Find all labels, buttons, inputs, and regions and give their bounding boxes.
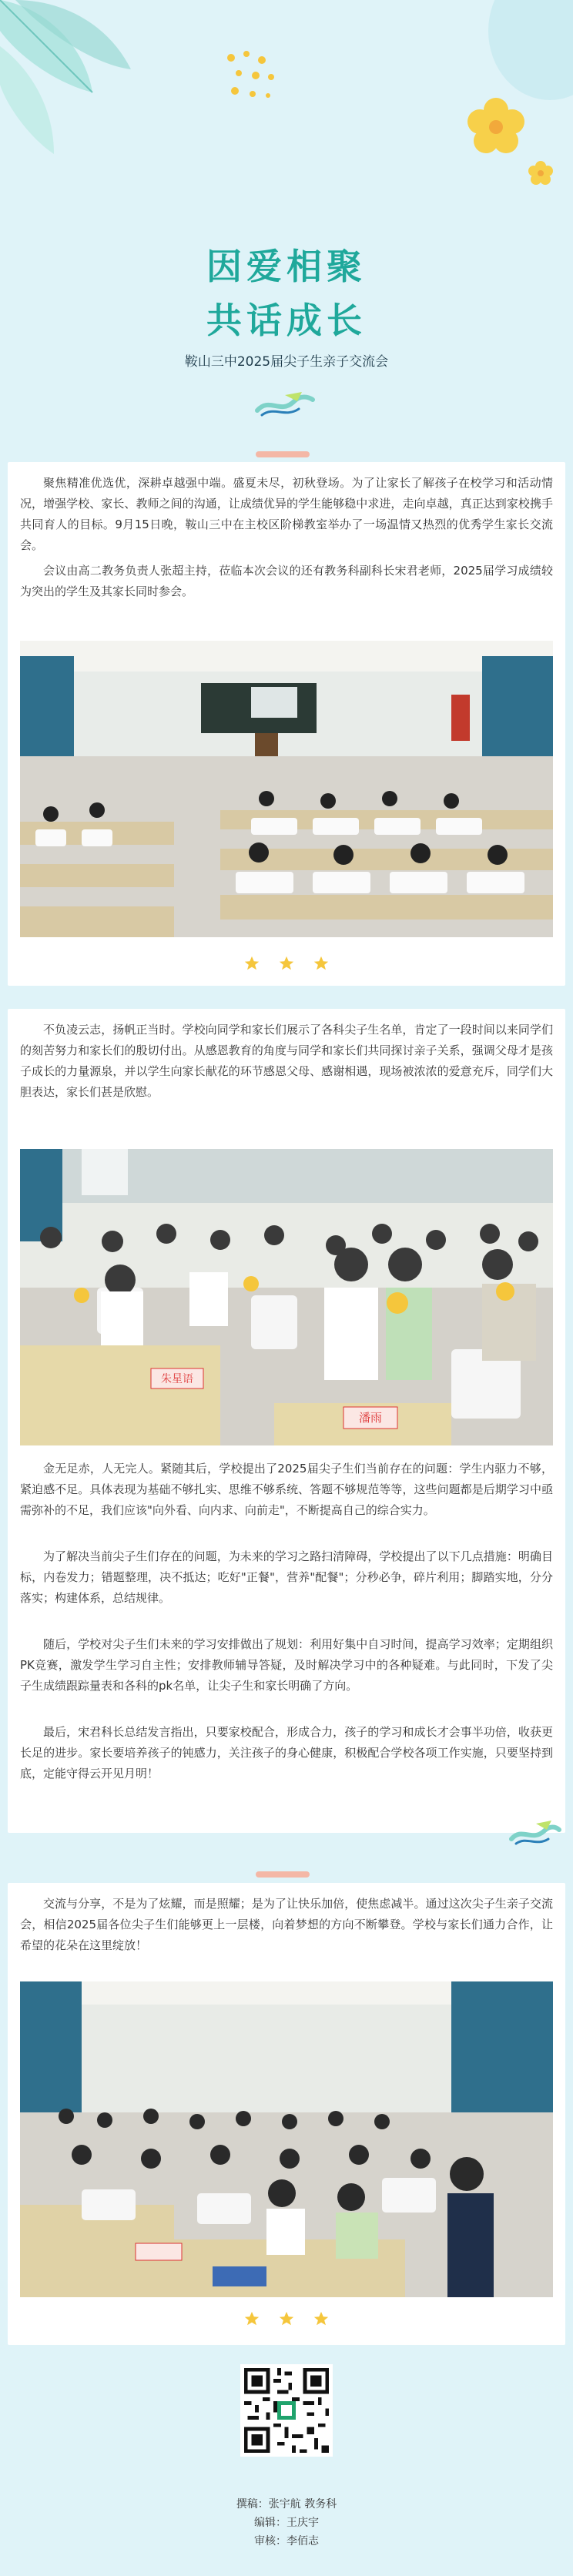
star-icon [278, 955, 295, 972]
leaf-decoration-icon [0, 0, 177, 177]
credit-reviewer: 审核：李佰志 [254, 2535, 319, 2548]
wave-decoration-icon [254, 389, 316, 420]
section-2-paragraph-3: 为了解决当前尖子生们存在的问题，为未来的学习之路扫清障碍，学校提出了以下几点措施：明确目标，内卷发力；错题整理，决不抵达；吃好"正餐"，营养"配餐"；分秒必争，碎片利用；脚踏实地，分分落实；构建体系，总结规律。 [20, 1549, 553, 1605]
students-flowers-photo [20, 1149, 553, 1445]
placard-2: 潘雨 [358, 1411, 383, 1425]
page-title-line2: 共话成长 [206, 300, 367, 341]
dots-decoration-icon [216, 46, 285, 116]
page-subtitle: 鞍山三中2025届尖子生亲子交流会 [184, 354, 389, 370]
tab-decoration [256, 1871, 310, 1878]
star-row [8, 2310, 565, 2330]
wave-decoration-icon [508, 1817, 562, 1848]
star-icon [243, 955, 260, 972]
section-1-paragraph-2: 会议由高二教务负责人张超主持，莅临本次会议的还有教务科副科长宋君老师，2025届学习成绩较为突出的学生及其家长同时参会。 [20, 564, 553, 598]
star-icon [313, 2310, 330, 2327]
credit-editor: 编辑：王庆宇 [254, 2517, 319, 2529]
credit-writer: 撰稿：张宇航 教务科 [236, 2498, 337, 2511]
section-3-card [8, 1883, 565, 2345]
header [0, 0, 573, 416]
section-1-paragraph-1: 聚焦精准优选优，深耕卓越强中端。盛夏未尽，初秋登场。为了让家长了解孩子在校学习和活动情况，增强学校、家长、教师之间的沟通，让成绩优异的学生能够稳中求进，走向卓越，真正达到家校携手共同育人的目标。9月15日晚，鞍山三中在主校区阶梯教室举办了一场温情又热烈的优秀学生家长交流会。 [20, 476, 553, 552]
meeting-hall-photo [20, 641, 553, 937]
section-2-card [8, 1009, 565, 1833]
tab-decoration [256, 451, 310, 457]
star-icon [243, 2310, 260, 2327]
section-1-card [8, 462, 565, 986]
star-icon [313, 955, 330, 972]
section-3-paragraph-1: 交流与分享，不是为了炫耀，而是照耀；是为了让快乐加倍，使焦虑减半。通过这次尖子生亲子交流会，相信2025届各位尖子生们能够更上一层楼，向着梦想的方向不断攀登。学校与家长们通力合作，让希望的花朵在这里绽放！ [20, 1897, 553, 1952]
qr-code-icon [240, 2364, 333, 2457]
placard-1: 朱星语 [161, 1373, 193, 1385]
audience-photo [20, 1981, 553, 2297]
star-icon [278, 2310, 295, 2327]
section-2-paragraph-2: 金无足赤，人无完人。紧随其后，学校提出了2025届尖子生们当前存在的问题：学生内驱力不够，紧迫感不足。具体表现为基础不够扎实、思维不够系统、答题不够规范等等，这些问题都是后期学习中亟需弥补的不足，我们应该"向外看、向内求、向前走"，不断提高自己的综合实力。 [20, 1462, 553, 1517]
section-2-paragraph-1: 不负凌云志，扬帆正当时。学校向同学和家长们展示了各科尖子生名单，肯定了一段时间以来同学们的刻苦努力和家长们的殷切付出。从感恩教育的角度与同学和家长们共同探讨亲子关系，强调父母才是孩子成长的力量源泉，并以学生向家长献花的环节感恩父母、感谢相遇，现场被浓浓的爱意充斥，同学们大胆表达，家长们甚是欣慰。 [20, 1023, 553, 1099]
section-2-paragraph-4: 随后，学校对尖子生们未来的学习安排做出了规划：利用好集中自习时间，提高学习效率；定期组织PK竞赛，激发学生学习自主性；安排教师辅导答疑，及时解决学习中的各种疑难。与此同时，下发了尖子生成绩跟踪量表和各科的pk名单，让尖子生和家长明确了方向。 [20, 1637, 553, 1693]
page-title-line1: 因爱相聚 [206, 246, 367, 287]
credits [0, 2495, 573, 2551]
flower-decoration-icon [404, 0, 573, 200]
star-row [8, 955, 565, 975]
section-2-paragraph-5: 最后，宋君科长总结发言指出，只要家校配合，形成合力，孩子的学习和成长才会事半功倍，收获更长足的进步。家长要培养孩子的钝感力，关注孩子的身心健康，积极配合学校各项工作实施，只要坚持到底，定能守得云开见月明！ [20, 1725, 553, 1780]
